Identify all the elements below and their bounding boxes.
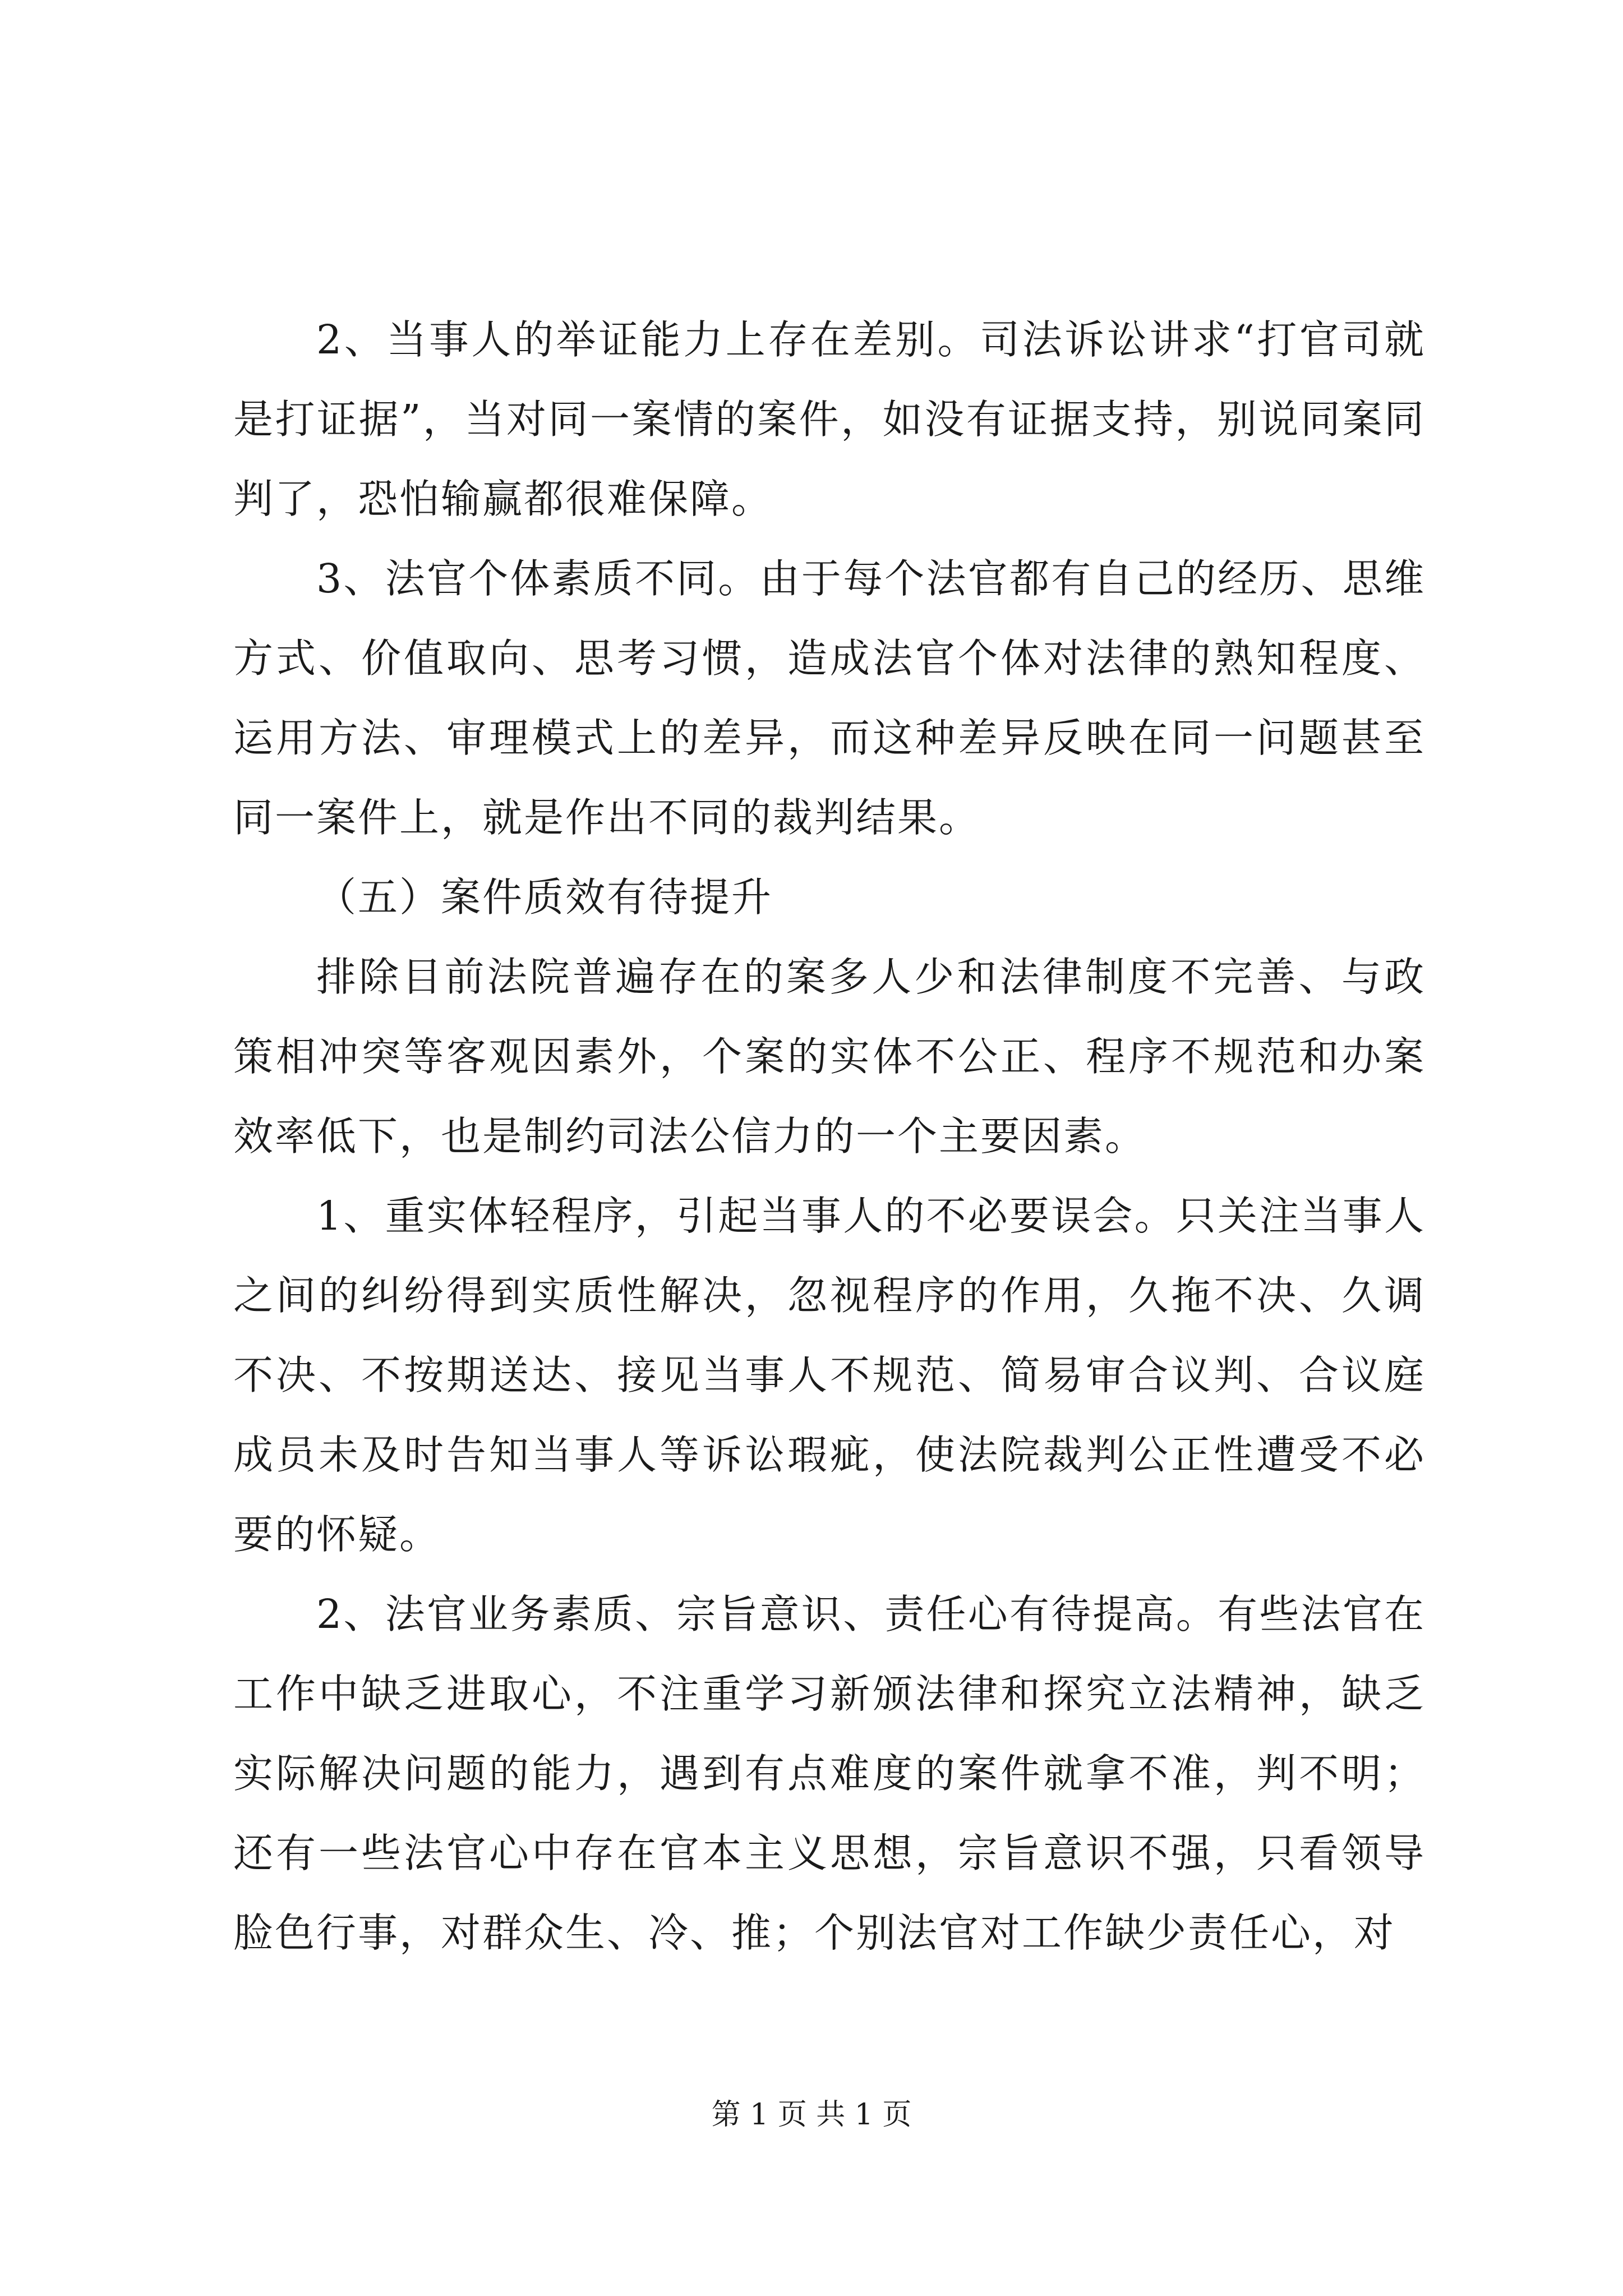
section-heading-case-quality: （五）案件质效有待提升 — [316, 874, 773, 921]
document-body — [233, 300, 1426, 1973]
paragraph-case-factors: 排除目前法院普遍存在的案多人少和法律制度不完善、与政策相冲突等客观因素外，个案的实体不公正、程序不规范和办案效率低下，也是制约司法公信力的一个主要因素。 — [233, 954, 1426, 1159]
paragraph-judge-quality: 3、法官个体素质不同。由于每个法官都有自己的经历、思维方式、价值取向、思考习惯，造成法官个体对法律的熟知程度、运用方法、审理模式上的差异，而这种差异反映在同一问题甚至同一案件上，就是作出不同的裁判结果。 — [233, 555, 1426, 841]
paragraph-evidence-ability: 2、当事人的举证能力上存在差别。司法诉讼讲求“打官司就是打证据”，当对同一案情的案件，如没有证据支持，别说同案同判了，恐怕输赢都很难保障。 — [233, 316, 1426, 522]
paragraph-judge-responsibility: 2、法官业务素质、宗旨意识、责任心有待提高。有些法官在工作中缺乏进取心，不注重学习新颁法律和探究立法精神，缺乏实际解决问题的能力，遇到有点难度的案件就拿不准，判不明；还有一些法官心中存在官本主义思想，宗旨意识不强，只看领导脸色行事，对群众生、冷、推；个别法官对工作缺少责任心，对 — [233, 1591, 1426, 1956]
page-number-footer: 第 1 页 共 1 页 — [711, 2098, 912, 2132]
paragraph-procedure: 1、重实体轻程序，引起当事人的不必要误会。只关注当事人之间的纠纷得到实质性解决，忽视程序的作用，久拖不决、久调不决、不按期送达、接见当事人不规范、简易审合议判、合议庭成员未及时告知当事人等诉讼瑕疵，使法院裁判公正性遭受不必要的怀疑。 — [233, 1193, 1426, 1558]
